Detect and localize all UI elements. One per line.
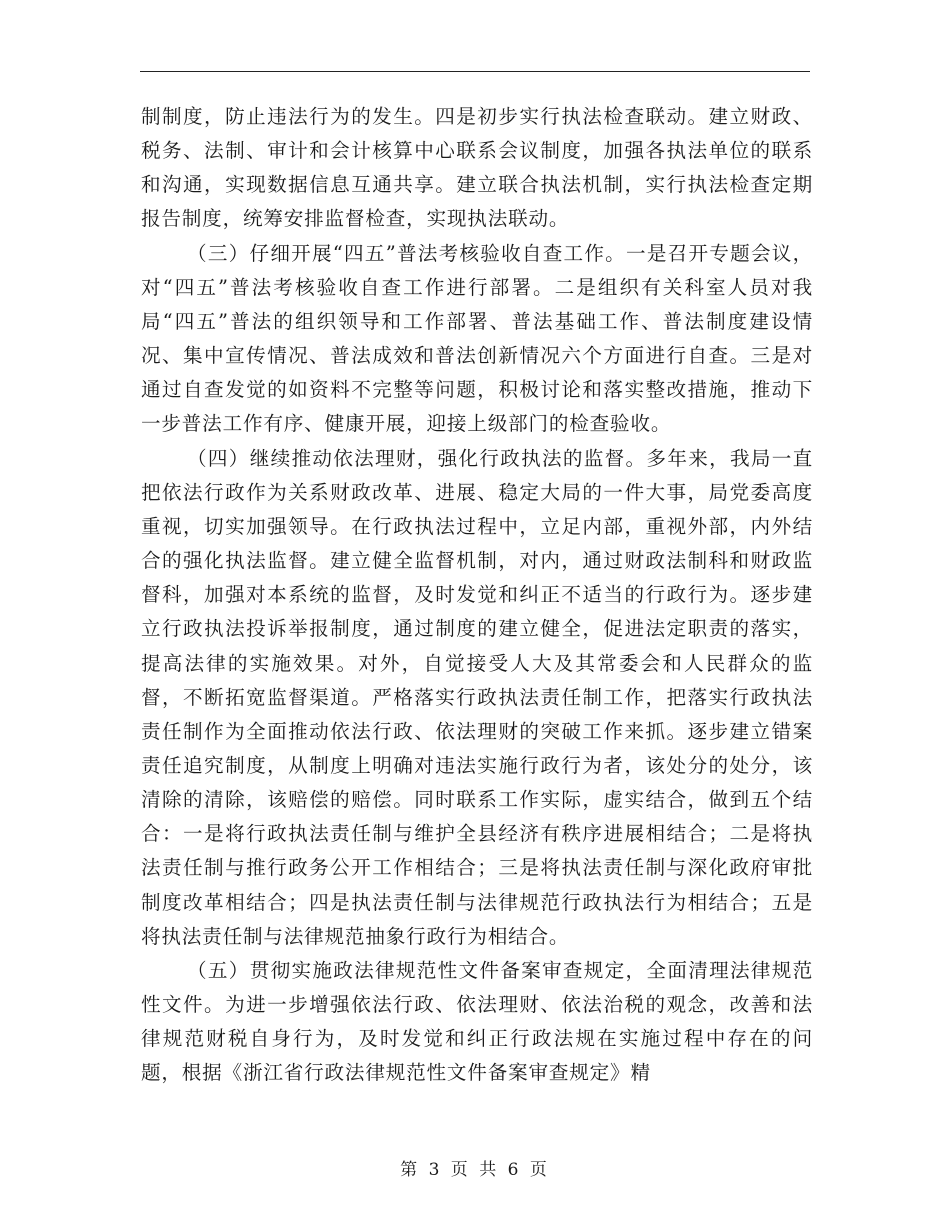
page-footer: 第 3 页 共 6 页 — [400, 1160, 550, 1180]
document-body — [141, 100, 813, 1091]
paragraph-section-4: （四）继续推动依法理财，强化行政执法的监督。多年来，我局一直把依法行政作为关系财政改革、进展、稳定大局的一件大事，局党委高度重视，切实加强领导。在行政执法过程中，立足内部，重视外部，内外结合的强化执法监督。建立健全监督机制，对内，通过财政法制科和财政监督科，加强对本系统的监督，及时发觉和纠正不适当的行政行为。逐步建立行政执法投诉举报制度，通过制度的建立健全，促进法定职责的落实，提高法律的实施效果。对外，自觉接受人大及其常委会和人民群众的监督，不断拓宽监督渠道。严格落实行政执法责任制工作，把落实行政执法责任制作为全面推动依法行政、依法理财的突破工作来抓。逐步建立错案责任追究制度，从制度上明确对违法实施行政行为者，该处分的处分，该清除的清除，该赔偿的赔偿。同时联系工作实际，虚实结合，做到五个结合：一是将行政执法责任制与维护全县经济有秩序进展相结合；二是将执法责任制与推行政务公开工作相结合；三是将执法责任制与深化政府审批制度改革相结合；四是执法责任制与法律规范行政执法行为相结合；五是将执法责任制与法律规范抽象行政行为相结合。 — [141, 446, 813, 948]
paragraph-section-5: （五）贯彻实施政法律规范性文件备案审查规定，全面清理法律规范性文件。为进一步增强依法行政、依法理财、依法治税的观念，改善和法律规范财税自身行为，及时发觉和纠正行政法规在实施过程中存在的问题，根据《浙江省行政法律规范性文件备案审查规定》精 — [141, 958, 813, 1085]
header-rule — [140, 71, 810, 72]
paragraph-section-3: （三）仔细开展“四五”普法考核验收自查工作。一是召开专题会议，对“四五”普法考核验收自查工作进行部署。二是组织有关科室人员对我局“四五”普法的组织领导和工作部署、普法基础工作、普法制度建设情况、集中宣传情况、普法成效和普法创新情况六个方面进行自查。三是对通过自查发觉的如资料不完整等问题，积极讨论和落实整改措施，推动下一步普法工作有序、健康开展，迎接上级部门的检查验收。 — [141, 241, 813, 436]
paragraph-continuation: 制制度，防止违法行为的发生。四是初步实行执法检查联动。建立财政、税务、法制、审计和会计核算中心联系会议制度，加强各执法单位的联系和沟通，实现数据信息互通共享。建立联合执法机制，实行执法检查定期报告制度，统筹安排监督检查，实现执法联动。 — [141, 105, 813, 231]
